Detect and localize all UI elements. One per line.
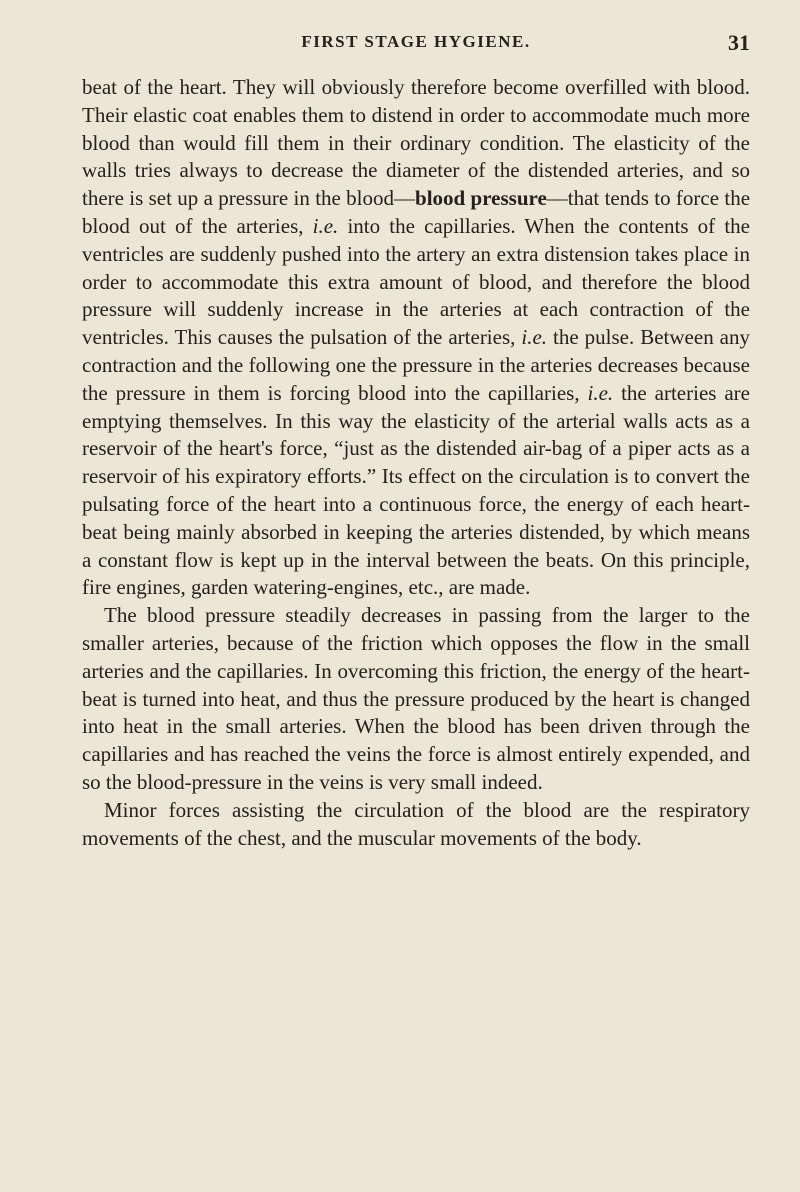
text-segment: the pulse. Between any contraction and the following one the pressure in the arteries decreases because the pressure in them is forcing blood into the capillaries, — [82, 325, 750, 405]
running-head — [82, 30, 750, 60]
paragraph-blood-pressure — [82, 74, 750, 602]
running-head-title: FIRST STAGE HYGIENE. — [301, 32, 531, 51]
abbreviation-ie: i.e. — [521, 325, 548, 350]
body-text — [82, 74, 750, 852]
text-segment: the arteries are emptying themselves. In this way the elasticity of the arterial walls acts as a reservoir of the heart's force, “just as the distended air-bag of a piper acts as a reservoir of his expiratory efforts.” Its effect on the circulation is to convert the pulsating force of the heart into a continuous force, the energy of each heart-beat being mainly absorbed in keeping the arteries distended, by which means a constant flow is kept up in the interval between the beats. On this principle, fire engines, garden watering-engines, etc., are made. — [82, 380, 750, 600]
text-segment: beat of the heart. They will obviously therefore become overfilled with blood. Their elastic coat enables them to distend in order to accommodate much more blood than would fill them in their ordinary condition. The elasticity of the walls tries always to decrease the diameter of the distended arteries, and so there is set up a pressure in the blood— — [82, 75, 750, 211]
paragraph-minor-forces: Minor forces assisting the circulation of the blood are the respiratory movements of the chest, and the muscular movements of the body. — [82, 797, 750, 850]
paragraph-pressure-decrease: The blood pressure steadily decreases in passing from the larger to the smaller arteries, because of the friction which opposes the flow in the small arteries and the capillaries. In overcoming this friction, the energy of the heart-beat is turned into heat, and thus the pressure produced by the heart is changed into heat in the small arteries. When the blood has been driven through the capillaries and has reached the veins the force is almost entirely expended, and so the blood-pressure in the veins is very small indeed. — [82, 603, 750, 794]
text-segment: into the capillaries. When the contents of the ventricles are suddenly pushed into the artery an extra distension takes place in order to accommodate this extra amount of blood, and therefore the blood pressure will suddenly increase in the arteries at each contraction of the ventricles. This causes the pulsation of the arteries, — [82, 213, 750, 350]
abbreviation-ie: i.e. — [587, 380, 614, 405]
term-blood-pressure: blood pressure — [415, 186, 547, 211]
page-number: 31 — [728, 30, 750, 55]
text-segment: —that tends to force the blood out of the arteries, — [82, 186, 751, 238]
abbreviation-ie: i.e. — [312, 213, 339, 238]
